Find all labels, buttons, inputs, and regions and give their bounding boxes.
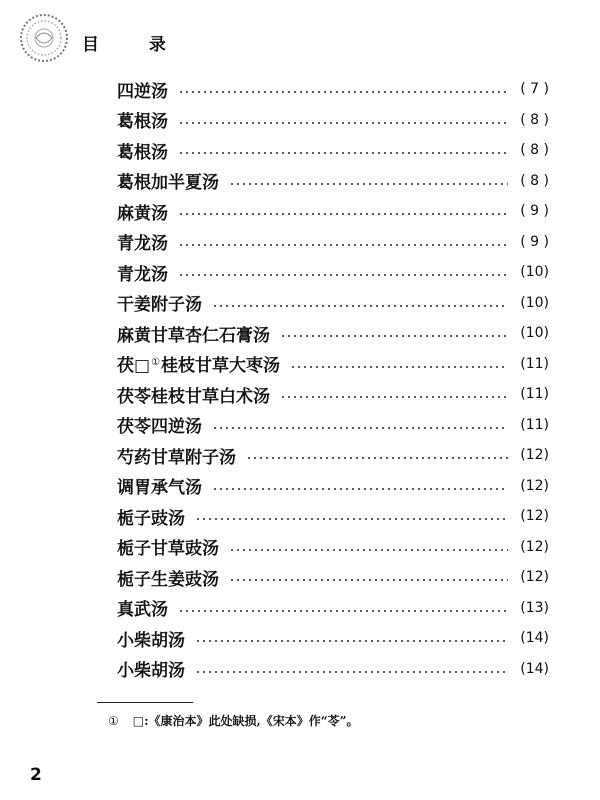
- toc-entry-page: (12): [520, 569, 549, 586]
- toc-entry-page: (14): [520, 660, 549, 677]
- toc-entry-title: 葛根汤: [117, 142, 168, 163]
- toc-entry-page: (11): [520, 416, 549, 433]
- page-header-title: 目 录: [82, 35, 188, 55]
- footnote-divider: [97, 702, 193, 703]
- toc-entry-title: 栀子生姜豉汤: [117, 569, 219, 590]
- toc-entry-page: (12): [520, 477, 549, 494]
- toc-entry-title: 茯苓四逆汤: [117, 417, 202, 438]
- toc-entry-title: 青龙汤: [117, 234, 168, 255]
- toc-entry-page: ( 8 ): [520, 111, 549, 128]
- dot-leader: [212, 305, 508, 307]
- toc-entry-page: ( 7 ): [520, 81, 549, 98]
- dot-leader: [178, 244, 508, 246]
- dot-leader: [178, 91, 508, 93]
- toc-entry-page: (10): [520, 294, 549, 311]
- toc-entry-page: (12): [520, 538, 549, 555]
- dot-leader: [178, 213, 508, 215]
- toc-entry-title: 葛根加半夏汤: [117, 173, 219, 194]
- dot-leader: [229, 579, 508, 581]
- toc-entry-page: (14): [520, 630, 549, 647]
- toc-entry: [117, 74, 549, 105]
- toc-entry-page: (12): [520, 447, 549, 464]
- toc-entry-page: (10): [520, 325, 549, 342]
- page-number: 2: [30, 765, 42, 785]
- footnote-reference: ①: [151, 357, 161, 369]
- dot-leader: [195, 518, 508, 520]
- toc-entry: [117, 410, 549, 441]
- toc-entry-page: (12): [520, 508, 549, 525]
- toc-entry: [117, 654, 549, 685]
- toc-entry-title: 芍药甘草附子汤: [117, 447, 236, 468]
- dot-leader: [178, 274, 508, 276]
- toc-entry-title: 葛根汤: [117, 112, 168, 133]
- toc-entry-page: ( 8 ): [520, 142, 549, 159]
- dot-leader: [229, 183, 508, 185]
- toc-entry: [117, 257, 549, 288]
- toc-entry-title: 栀子豉汤: [117, 508, 185, 529]
- footnote-text: □:《康治本》此处缺损,《宋本》作“苓”。: [132, 714, 359, 728]
- dot-leader: [212, 427, 508, 429]
- toc-entry-title-part: 桂枝甘草大枣汤: [161, 356, 281, 377]
- toc-entry: [117, 379, 549, 410]
- toc-entry-page: (13): [520, 599, 549, 616]
- footnote-marker: ①: [108, 714, 119, 728]
- toc-entry: [117, 166, 549, 197]
- toc-entry-title: 栀子甘草豉汤: [117, 539, 219, 560]
- table-of-contents: [117, 74, 549, 684]
- toc-entry-page: ( 9 ): [520, 233, 549, 250]
- dot-leader: [246, 457, 508, 459]
- toc-entry: [117, 440, 549, 471]
- toc-entry-page: ( 9 ): [520, 203, 549, 220]
- toc-entry-title-part: 茯□: [117, 356, 151, 377]
- toc-entry-title: 四逆汤: [117, 81, 168, 102]
- toc-entry-title: 小柴胡汤: [117, 630, 185, 651]
- dot-leader: [178, 152, 508, 154]
- toc-entry: [117, 593, 549, 624]
- footnote: [108, 712, 359, 729]
- toc-entry-page: (10): [520, 264, 549, 281]
- toc-entry-title: 调胃承气汤: [117, 478, 202, 499]
- dot-leader: [178, 610, 508, 612]
- toc-entry: [117, 105, 549, 136]
- toc-entry: [117, 623, 549, 654]
- toc-entry: [117, 135, 549, 166]
- toc-entry: [117, 318, 549, 349]
- toc-entry: [117, 288, 549, 319]
- toc-entry-title: 麻黄汤: [117, 203, 168, 224]
- decorative-seal-icon: [18, 12, 70, 64]
- dot-leader: [195, 640, 508, 642]
- toc-entry: [117, 196, 549, 227]
- toc-entry: [117, 227, 549, 258]
- toc-entry: [117, 562, 549, 593]
- toc-entry-title: 青龙汤: [117, 264, 168, 285]
- dot-leader: [280, 335, 508, 337]
- dot-leader: [195, 671, 508, 673]
- toc-entry-title: 茯苓桂枝甘草白术汤: [117, 386, 270, 407]
- dot-leader: [290, 366, 508, 368]
- dot-leader: [229, 549, 508, 551]
- toc-entry-page: (11): [520, 355, 549, 372]
- toc-entry: [117, 532, 549, 563]
- toc-entry-title: 小柴胡汤: [117, 661, 185, 682]
- toc-entry: [117, 501, 549, 532]
- toc-entry-page: (11): [520, 386, 549, 403]
- toc-entry-title: 干姜附子汤: [117, 295, 202, 316]
- toc-entry-title: 真武汤: [117, 600, 168, 621]
- toc-entry: [117, 349, 549, 380]
- dot-leader: [280, 396, 508, 398]
- dot-leader: [178, 122, 508, 124]
- toc-entry-title: 麻黄甘草杏仁石膏汤: [117, 325, 270, 346]
- toc-entry-title: [117, 351, 280, 376]
- toc-entry: [117, 471, 549, 502]
- dot-leader: [212, 488, 508, 490]
- toc-entry-page: ( 8 ): [520, 172, 549, 189]
